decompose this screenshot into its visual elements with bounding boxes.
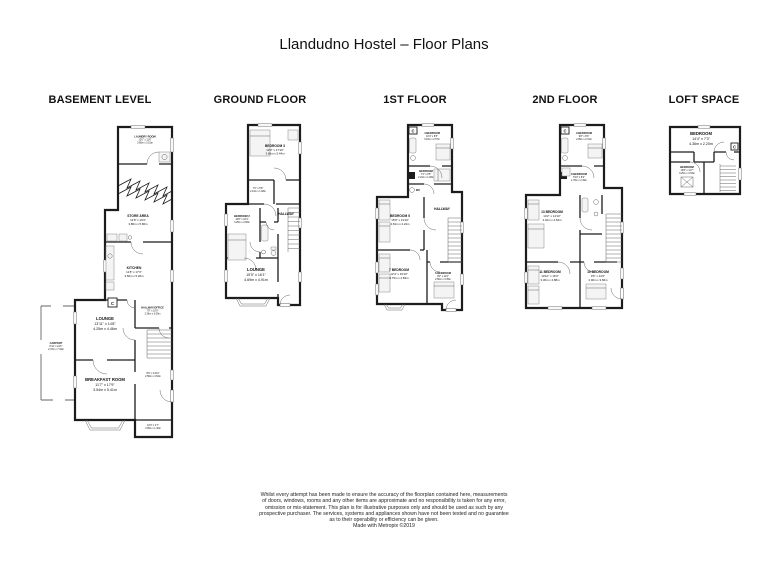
bed-icon <box>379 200 390 220</box>
room-label-bedroom13 <box>541 210 563 222</box>
room-label-bedroom6 <box>435 271 451 281</box>
svg-text:3.05m x 1.40m: 3.05m x 1.40m <box>145 427 161 430</box>
svg-text:7'9" x 10'0": 7'9" x 10'0" <box>146 309 159 313</box>
svg-text:7'4" x 6'5": 7'4" x 6'5" <box>420 173 432 176</box>
svg-text:10'4" x 8'5": 10'4" x 8'5" <box>426 135 438 138</box>
svg-text:LAUNDRY ROOM: LAUNDRY ROOM <box>134 135 156 139</box>
page-title: Llandudno Hostel – Floor Plans <box>279 36 489 53</box>
svg-text:11 BEDROOM: 11 BEDROOM <box>539 270 561 274</box>
svg-text:4.25m x 4.46m: 4.25m x 4.46m <box>93 327 117 331</box>
floorplan-first <box>372 122 472 314</box>
floor-label-basement: BASEMENT LEVEL <box>48 94 152 106</box>
cupboard-marker <box>108 298 117 307</box>
svg-text:LOUNGE: LOUNGE <box>96 316 114 321</box>
svg-text:8'2" x 11'0": 8'2" x 11'0" <box>437 275 449 278</box>
svg-text:HALLWAY/OFFICE: HALLWAY/OFFICE <box>141 306 164 310</box>
svg-text:2.72m x 7.34m: 2.72m x 7.34m <box>48 348 64 351</box>
cupboard-marker <box>561 127 569 134</box>
disclaimer-line: as to their operability or efficiency can be given. <box>329 517 439 524</box>
svg-text:10'8" x 16'1": 10'8" x 16'1" <box>235 218 249 221</box>
room-label-hallway <box>434 207 451 211</box>
svg-text:3.25m x 4.90m: 3.25m x 4.90m <box>234 221 250 224</box>
svg-text:2.13m x 1.68m: 2.13m x 1.68m <box>250 190 266 193</box>
svg-text:BEDROOM 3: BEDROOM 3 <box>265 144 285 148</box>
svg-text:8'6" x 14'10": 8'6" x 14'10" <box>146 372 160 375</box>
bed-icon <box>528 224 544 248</box>
room-label-kitchen <box>124 266 144 278</box>
room-label-hallway <box>278 212 295 216</box>
svg-text:3.15m x 2.57m: 3.15m x 2.57m <box>424 138 440 141</box>
room-label-carport <box>48 341 64 351</box>
svg-text:3.66m x 3.51m: 3.66m x 3.51m <box>137 141 153 145</box>
svg-text:7 BEDROOM: 7 BEDROOM <box>389 268 409 272</box>
svg-text:HALLWAY: HALLWAY <box>434 207 450 211</box>
svg-text:BEDROOM: BEDROOM <box>680 166 694 169</box>
svg-text:10'0" x 4'7": 10'0" x 4'7" <box>147 424 159 427</box>
room-label-loft-bedroom-small <box>679 165 695 175</box>
svg-text:6 BEDROOM: 6 BEDROOM <box>435 272 451 275</box>
svg-text:3.66m x 5.44m: 3.66m x 5.44m <box>265 151 285 156</box>
room-label-lounge <box>244 267 268 282</box>
bed-icon <box>528 286 539 304</box>
room-label-wc <box>416 188 420 192</box>
svg-text:14'2" x 14'10": 14'2" x 14'10" <box>543 214 561 218</box>
svg-text:2.59m x 4.52m: 2.59m x 4.52m <box>145 375 161 378</box>
cupboard-marker <box>409 127 417 134</box>
svg-text:BREAKFAST ROOM: BREAKFAST ROOM <box>85 377 125 382</box>
disclaimer-line: omission or mis-statement. This plan is for illustrative purposes only and should be used as such by any <box>264 504 504 511</box>
bed-icon <box>434 282 454 298</box>
svg-text:C: C <box>411 128 415 134</box>
svg-text:12'0" x 11'6": 12'0" x 11'6" <box>138 138 152 142</box>
bay-window <box>236 298 270 306</box>
svg-text:3.25m x 3.53m: 3.25m x 3.53m <box>679 172 695 175</box>
svg-text:7'0" x 5'6": 7'0" x 5'6" <box>252 187 264 190</box>
svg-text:4.32m x 4.52m: 4.32m x 4.52m <box>542 218 562 222</box>
floor-label-second: 2ND FLOOR <box>532 94 598 106</box>
floor-label-loft: LOFT SPACE <box>668 94 740 106</box>
bed-icon <box>379 274 390 292</box>
svg-text:8'11" x 24'1": 8'11" x 24'1" <box>49 345 63 348</box>
svg-text:WC: WC <box>415 189 421 192</box>
disclaimer-line: of doors, windows, rooms and any other items are approximate and no responsibility is taken for any error, <box>262 498 506 505</box>
svg-text:10 BEDROOM: 10 BEDROOM <box>587 270 609 274</box>
bed-icon <box>379 222 390 242</box>
room-label-bedroom11 <box>539 270 561 282</box>
room-label-bedroom8 <box>571 172 587 182</box>
svg-text:4 BEDROOM: 4 BEDROOM <box>424 132 440 135</box>
svg-text:9'6" x 12'0": 9'6" x 12'0" <box>590 274 606 278</box>
bed-icon <box>528 200 539 220</box>
bay-window <box>85 420 125 430</box>
room-label-bedroom5 <box>390 214 410 226</box>
floorplan-basement <box>35 124 175 444</box>
svg-text:C: C <box>563 128 567 134</box>
svg-text:BEDROOM 2: BEDROOM 2 <box>234 215 250 218</box>
room-label-bedroom7 <box>389 268 409 280</box>
svg-text:C: C <box>110 301 115 306</box>
carport-outline <box>41 306 75 400</box>
svg-text:12'8" x 19'3": 12'8" x 19'3" <box>130 218 146 222</box>
svg-text:LOUNGE: LOUNGE <box>247 267 265 272</box>
svg-text:15'5" x 16'1": 15'5" x 16'1" <box>246 273 266 277</box>
svg-text:11'7" x 17'9": 11'7" x 17'9" <box>95 383 115 387</box>
bed-icon <box>528 266 539 284</box>
svg-text:2.50m x 3.35m: 2.50m x 3.35m <box>435 278 451 281</box>
svg-text:13 BEDROOM: 13 BEDROOM <box>541 210 563 214</box>
room-label-loft-bedroom <box>689 131 713 146</box>
room-label-bedroom2 <box>234 214 250 224</box>
svg-text:BEDROOM 5: BEDROOM 5 <box>390 214 410 218</box>
svg-text:C: C <box>732 144 737 150</box>
room-label-cellar <box>145 424 161 430</box>
svg-text:BEDROOM: BEDROOM <box>419 170 433 173</box>
disclaimer-line: Whilst every attempt has been made to ensure the accuracy of the floorplan contained here, measurements <box>260 492 508 498</box>
floorplan-ground <box>218 122 318 310</box>
svg-text:14'4" x 7'3": 14'4" x 7'3" <box>692 137 710 141</box>
floorplan-loft <box>668 124 743 198</box>
svg-text:3.30m x 4.88m: 3.30m x 4.88m <box>540 278 560 282</box>
svg-text:3.56m x 5.26m: 3.56m x 5.26m <box>124 274 144 278</box>
disclaimer-line: prospective purchaser. The services, systems and appliances shown have not been tested and no guarantee <box>259 510 509 517</box>
bed-icon <box>436 144 450 160</box>
svg-text:4.81m x 4.22m: 4.81m x 4.22m <box>390 222 410 226</box>
disclaimer-credit: Made with Metropix ©2019 <box>353 523 415 530</box>
svg-text:2.95m x 2.51m: 2.95m x 2.51m <box>576 138 592 141</box>
kitchen-units <box>106 246 114 290</box>
svg-text:12'4" x 15'10": 12'4" x 15'10" <box>390 272 408 276</box>
svg-text:HALLWAY: HALLWAY <box>278 212 294 216</box>
room-label-hall <box>145 372 161 378</box>
bed-icon <box>434 169 450 181</box>
svg-text:4.36m x 2.20m: 4.36m x 2.20m <box>689 141 713 146</box>
room-label-bedroom4 <box>424 131 440 141</box>
cupboard-marker <box>731 143 738 150</box>
floor-label-first: 1ST FLOOR <box>383 94 447 106</box>
svg-text:KITCHEN: KITCHEN <box>126 266 142 270</box>
svg-text:5'10" x 8'2": 5'10" x 8'2" <box>573 176 585 179</box>
svg-text:BEDROOM: BEDROOM <box>690 131 712 136</box>
floorplan-second <box>522 122 627 314</box>
bed-icon <box>228 234 246 260</box>
svg-text:2.90m x 3.66m: 2.90m x 3.66m <box>588 278 608 282</box>
svg-text:STORE AREA: STORE AREA <box>127 214 149 218</box>
svg-text:2.24m x 1.96m: 2.24m x 1.96m <box>418 176 434 179</box>
svg-text:9 BEDROOM: 9 BEDROOM <box>576 132 592 135</box>
svg-text:3.86m x 5.86m: 3.86m x 5.86m <box>128 222 148 226</box>
svg-text:13'11" x 14'8": 13'11" x 14'8" <box>94 322 116 326</box>
svg-text:12'0" x 17'10": 12'0" x 17'10" <box>266 147 284 152</box>
svg-text:3.54m x 5.41m: 3.54m x 5.41m <box>93 388 117 392</box>
bed-icon <box>586 284 606 299</box>
room-label-lounge <box>93 316 117 331</box>
bed-icon <box>588 144 602 158</box>
svg-text:10'10" x 16'0": 10'10" x 16'0" <box>541 274 559 278</box>
svg-text:3.76m x 4.83m: 3.76m x 4.83m <box>389 276 409 280</box>
svg-text:15'9" x 13'10": 15'9" x 13'10" <box>391 218 409 222</box>
svg-text:2.36m x 3.05m: 2.36m x 3.05m <box>144 312 161 316</box>
room-label-bedroom3 <box>265 144 285 156</box>
floor-label-ground: GROUND FLOOR <box>213 94 307 106</box>
svg-text:8 BEDROOM: 8 BEDROOM <box>571 173 587 176</box>
svg-text:10'8" x 11'7": 10'8" x 11'7" <box>680 169 694 172</box>
svg-text:CARPORT: CARPORT <box>49 342 63 345</box>
disclaimer-text <box>164 492 604 530</box>
washer-icon <box>159 152 170 162</box>
svg-text:9'8" x 8'3": 9'8" x 8'3" <box>578 135 590 138</box>
svg-text:4.69m x 4.91m: 4.69m x 4.91m <box>244 278 268 282</box>
svg-text:11'8" x 17'3": 11'8" x 17'3" <box>126 270 142 274</box>
svg-text:1.78m x 2.49m: 1.78m x 2.49m <box>571 179 587 182</box>
